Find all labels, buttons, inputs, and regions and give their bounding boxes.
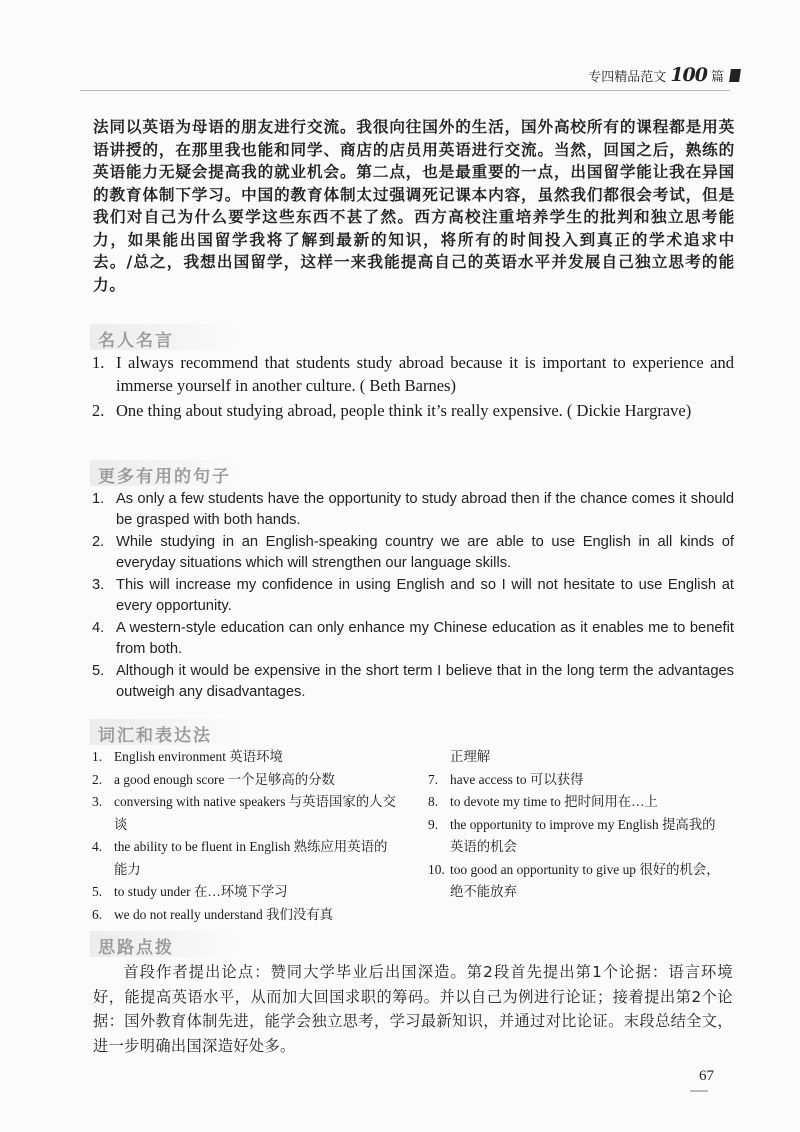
page-number: 67 <box>699 1068 714 1084</box>
item-text: to devote my time to 把时间用在…上 <box>450 794 658 809</box>
sentences-list <box>92 489 734 704</box>
item-text: too good an opportunity to give up 很好的机会，绝不能放弃 <box>450 861 720 899</box>
item-text: to study under 在…环境下学习 <box>114 884 288 899</box>
item-text: One thing about studying abroad, people think it’s really expensive. ( Dickie Hargrave) <box>116 401 692 420</box>
list-item <box>92 532 734 574</box>
item-number: 2. <box>92 534 105 550</box>
item-text: the opportunity to improve my English 提高我的英语的机会 <box>450 816 716 854</box>
item-text: A western-style education can only enhance my Chinese education as it enables me to benefit from both. <box>116 620 734 657</box>
item-number: 4. <box>92 839 103 854</box>
item-number: 8. <box>428 794 439 809</box>
list-item <box>92 618 734 660</box>
header-rule <box>80 90 730 91</box>
list-item <box>428 791 728 814</box>
item-text: I always recommend that students study abroad because it is important to experience and immerse yourself in another culture. ( Beth Barnes) <box>116 353 734 395</box>
list-item <box>92 661 734 703</box>
item-number: 3. <box>92 794 103 809</box>
list-item-continuation: 正理解 <box>450 749 491 764</box>
list-item <box>92 575 734 617</box>
list-item <box>92 904 400 927</box>
list-item <box>92 791 400 836</box>
quotes-list <box>92 352 734 426</box>
header-title: 专四精品范文 <box>588 69 667 85</box>
tips-paragraph: 首段作者提出论点：赞同大学毕业后出国深造。第2段首先提出第1个论据：语言环境好，能提高英语水平，从而加大回国求职的筹码。并以自己为例进行论证；接着提出第2个论据：国外教育体制先进，能学会独立思考，学习最新知识，并通过对比论证。末段总结全文，进一步明确出国深造好处多。 <box>93 963 733 1055</box>
item-text: conversing with native speakers 与英语国家的人交谈 <box>114 794 396 832</box>
item-text: English environment 英语环境 <box>114 749 283 764</box>
item-number: 3. <box>92 577 105 593</box>
essay-paragraph: 法同以英语为母语的朋友进行交流。我很向往国外的生活，国外高校所有的课程都是用英语讲授的，在那里我也能和同学、商店的店员用英语进行交流。当然，回国之后，熟练的英语能力无疑会提高我的就业机会。第二点，也是最重要的一点，出国留学能让我在异国的教育体制下学习。中国的教育体制太过强调死记课本内容，虽然我们都很会考试，但是我们对自己为什么要学这些东西不甚了然。西方高校注重培养学生的批判和独立思考能力，如果能出国留学我将了解到最新的知识，将所有的时间投入到真正的学术追求中去。/总之，我想出国留学，这样一来我能提高自己的英语水平并发展自己独立思考的能力。 <box>93 118 735 294</box>
list-item <box>92 489 734 531</box>
item-number: 2. <box>92 401 105 420</box>
item-text: Although it would be expensive in the short term I believe that in the long term the advantages outweigh any disadvantages. <box>116 663 734 700</box>
item-number: 9. <box>428 816 439 832</box>
list-item <box>92 746 400 769</box>
item-number: 1. <box>92 353 105 372</box>
list-item <box>92 836 400 881</box>
list-item <box>428 814 728 859</box>
item-number: 1. <box>92 749 103 764</box>
item-number: 5. <box>92 663 105 679</box>
item-text: we do not really understand 我们没有真 <box>114 906 334 922</box>
item-text: the ability to be fluent in English 熟练应用英语的能力 <box>114 839 388 877</box>
list-item <box>92 352 734 397</box>
list-item <box>428 859 728 904</box>
list-item <box>92 881 400 904</box>
vocab-list-right <box>428 746 728 926</box>
section-title-vocab: 词汇和表达法 <box>98 721 212 746</box>
header-ornament-icon <box>729 69 741 82</box>
running-header <box>588 64 740 86</box>
section-title-tips: 思路点拨 <box>98 933 174 958</box>
item-number: 4. <box>92 620 105 636</box>
item-text: While studying in an English-speaking country we are able to use English in all kinds of everyday situations which will strengthen our language skills. <box>116 534 734 571</box>
item-text: a good enough score 一个足够高的分数 <box>114 771 335 787</box>
item-number: 1. <box>92 491 105 507</box>
item-text: have access to 可以获得 <box>450 771 584 787</box>
item-number: 7. <box>428 771 439 787</box>
item-number: 5. <box>92 884 103 899</box>
list-item <box>92 769 400 792</box>
list-item <box>428 769 728 792</box>
header-number: 100 <box>670 64 707 86</box>
item-text: As only a few students have the opportunity to study abroad then if the chance comes it should be grasped with both hands. <box>116 491 734 528</box>
section-title-sentences: 更多有用的句子 <box>98 462 231 487</box>
vocab-list-left <box>92 746 400 926</box>
vocab-columns <box>92 746 737 926</box>
list-item <box>92 400 734 423</box>
item-number: 2. <box>92 771 103 787</box>
item-number: 6. <box>92 906 103 922</box>
item-number: 10. <box>428 861 445 877</box>
section-title-quotes: 名人名言 <box>98 326 174 351</box>
item-text: This will increase my confidence in using English and so I will not hesitate to use English at every opportunity. <box>116 577 734 614</box>
header-suffix: 篇 <box>710 69 724 85</box>
scan-mark <box>690 1090 708 1092</box>
